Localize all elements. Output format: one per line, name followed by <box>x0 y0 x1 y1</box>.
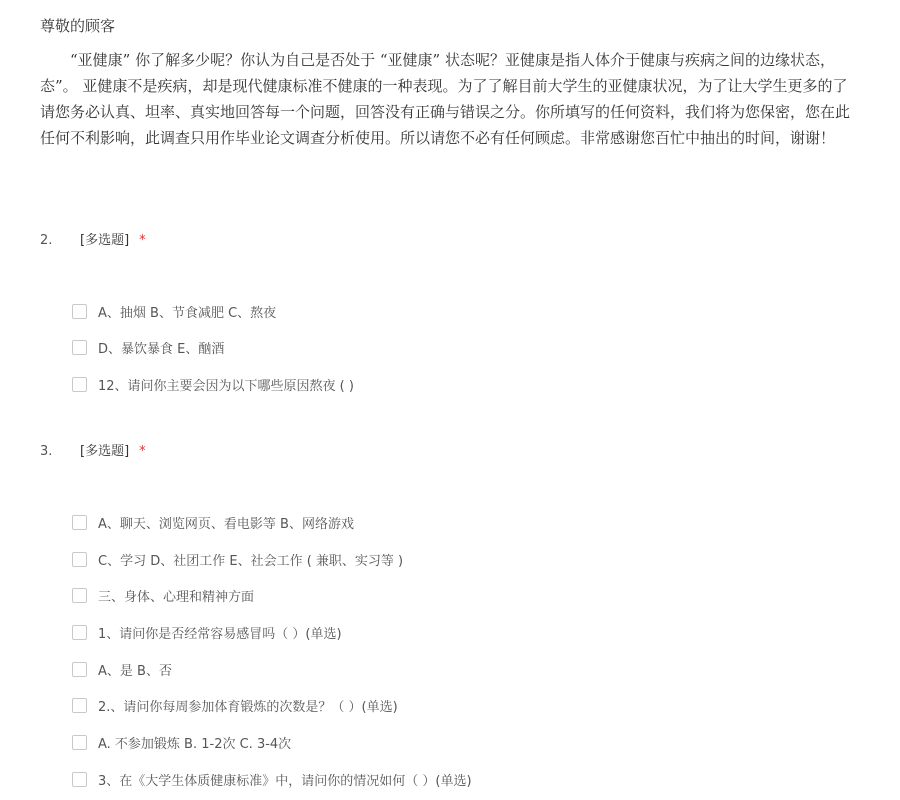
option-label: A、聊天、浏览网页、看电影等 B、网络游戏 <box>98 516 354 532</box>
checkbox-icon[interactable] <box>72 515 87 530</box>
option-checkbox[interactable] <box>72 695 398 715</box>
checkbox-icon[interactable] <box>72 304 87 319</box>
question-3-header <box>40 440 146 460</box>
option-checkbox[interactable] <box>72 659 172 679</box>
option-checkbox[interactable] <box>72 512 354 532</box>
intro-line: “亚健康” 你了解多少呢？你认为自己是否处于 “亚健康” 状态呢？亚健康是指人体介于健康与疾病之间的边缘状态， <box>40 51 835 69</box>
option-label: 1、请问你是否经常容易感冒吗（ ）(单选) <box>98 626 342 642</box>
checkbox-icon[interactable] <box>72 625 87 640</box>
checkbox-icon[interactable] <box>72 698 87 713</box>
greeting-heading: 尊敬的顾客 <box>40 17 116 35</box>
option-label: 12、请问你主要会因为以下哪些原因熬夜 ( ) <box>98 378 354 394</box>
option-label: C、学习 D、社团工作 E、社会工作 ( 兼职、实习等 ) <box>98 553 404 569</box>
question-type: [多选题] <box>80 444 130 459</box>
question-2-header <box>40 229 146 249</box>
checkbox-icon[interactable] <box>72 340 87 355</box>
option-checkbox[interactable] <box>72 585 254 605</box>
option-label: A、抽烟 B、节食减肥 C、熬夜 <box>98 305 277 321</box>
option-checkbox[interactable] <box>72 301 276 321</box>
question-number: 3. <box>40 444 53 459</box>
option-label: 2.、请问你每周参加体育锻炼的次数是？（ ）(单选) <box>98 699 398 715</box>
option-label: A、是 B、否 <box>98 663 172 679</box>
option-checkbox[interactable] <box>72 732 291 752</box>
question-number: 2. <box>40 233 53 248</box>
checkbox-icon[interactable] <box>72 552 87 567</box>
option-checkbox[interactable] <box>72 549 403 569</box>
checkbox-icon[interactable] <box>72 588 87 603</box>
checkbox-icon[interactable] <box>72 735 87 750</box>
option-checkbox[interactable] <box>72 337 224 357</box>
option-label: D、暴饮暴食 E、酗酒 <box>98 341 225 357</box>
option-checkbox[interactable] <box>72 622 342 642</box>
option-checkbox[interactable] <box>72 769 472 789</box>
question-type: [多选题] <box>80 233 130 248</box>
checkbox-icon[interactable] <box>72 662 87 677</box>
option-checkbox[interactable] <box>72 374 354 394</box>
intro-line: 请您务必认真、坦率、真实地回答每一个问题，回答没有正确与错误之分。你所填写的任何资料，我们将为您保密，您在此 <box>40 103 851 121</box>
checkbox-icon[interactable] <box>72 377 87 392</box>
intro-line: 态”。 亚健康不是疾病，却是现代健康标准不健康的一种表现。为了了解目前大学生的亚健康状况，为了让大学生更多的了 <box>40 77 848 95</box>
intro-line: 任何不利影响，此调查只用作毕业论文调查分析使用。所以请您不必有任何顾虑。非常感谢您百忙中抽出的时间，谢谢！ <box>40 129 836 147</box>
option-label: 三、身体、心理和精神方面 <box>98 589 255 605</box>
option-label: A. 不参加锻炼 B. 1-2次 C. 3-4次 <box>98 736 292 752</box>
intro-paragraph <box>40 47 900 151</box>
required-marker: * <box>139 233 146 248</box>
checkbox-icon[interactable] <box>72 772 87 787</box>
option-label: 3、在《大学生体质健康标准》中，请问你的情况如何（ ）(单选) <box>98 773 472 789</box>
required-marker: * <box>139 444 146 459</box>
